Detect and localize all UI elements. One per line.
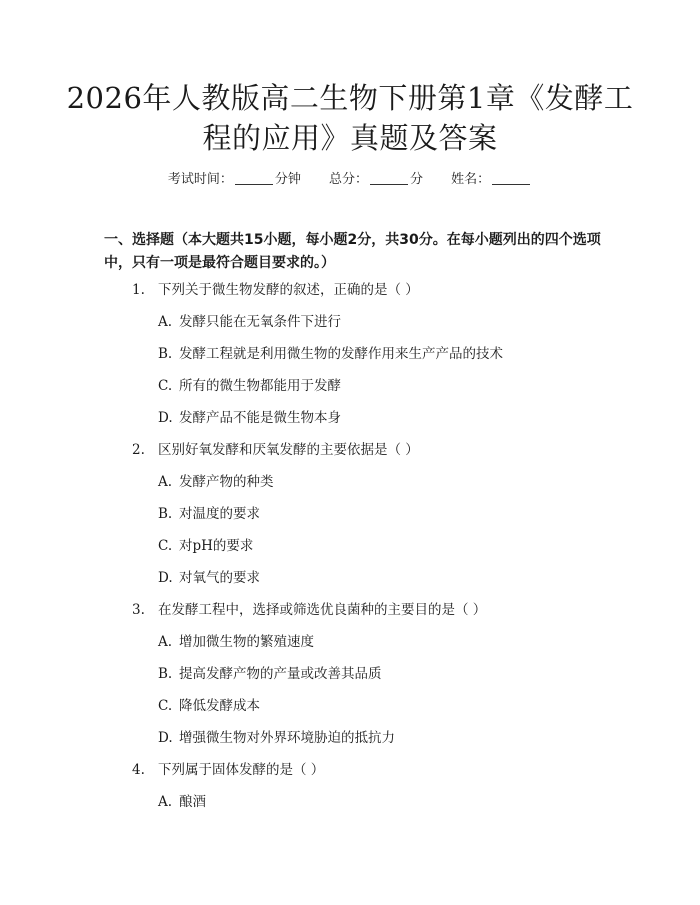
- option-text: 增强微生物对外界环境胁迫的抵抗力: [179, 730, 395, 746]
- option-text: 对pH的要求: [179, 538, 254, 554]
- question-3: [132, 601, 486, 619]
- option-1a: [158, 313, 341, 331]
- option-text: 对温度的要求: [179, 506, 260, 522]
- option-3a: [158, 633, 314, 651]
- option-1d: [158, 409, 341, 427]
- option-text: 增加微生物的繁殖速度: [179, 634, 314, 650]
- question-number: 1.: [132, 282, 145, 298]
- option-text: 提高发酵产物的产量或改善其品质: [179, 666, 382, 682]
- total-score-unit: 分: [410, 172, 424, 187]
- option-letter: C.: [158, 698, 173, 714]
- question-2: [132, 441, 419, 459]
- question-text: 下列关于微生物发酵的叙述，正确的是（ ）: [158, 282, 419, 298]
- option-3d: [158, 729, 395, 747]
- total-score-blank: [370, 170, 408, 185]
- option-letter: B.: [158, 506, 173, 522]
- document-title: 2026年人教版高二生物下册第1章《发酵工程的应用》真题及答案: [66, 81, 634, 155]
- exam-time-blank: [235, 170, 273, 185]
- question-1: [132, 281, 419, 299]
- question-text: 下列属于固体发酵的是（ ）: [158, 762, 325, 778]
- option-letter: D.: [158, 410, 173, 426]
- option-text: 发酵产品不能是微生物本身: [179, 410, 341, 426]
- option-letter: A.: [158, 794, 173, 810]
- option-3c: [158, 697, 260, 715]
- question-number: 2.: [132, 442, 145, 458]
- student-name-label: 姓名：: [451, 172, 491, 187]
- option-letter: A.: [158, 474, 173, 490]
- option-1b: [158, 345, 503, 363]
- student-name-blank: [492, 170, 530, 185]
- total-score-label: 总分：: [328, 172, 368, 187]
- option-letter: A.: [158, 634, 173, 650]
- question-text: 在发酵工程中，选择或筛选优良菌种的主要目的是（ ）: [158, 602, 487, 618]
- option-2a: [158, 473, 274, 491]
- question-number: 4.: [132, 762, 145, 778]
- exam-time-label: 考试时间：: [167, 172, 233, 187]
- student-name-field: [451, 170, 532, 189]
- question-4: [132, 761, 324, 779]
- option-text: 所有的微生物都能用于发酵: [179, 378, 341, 394]
- option-letter: B.: [158, 346, 173, 362]
- option-text: 酿酒: [179, 794, 206, 810]
- option-text: 发酵只能在无氧条件下进行: [179, 314, 341, 330]
- exam-time-unit: 分钟: [274, 172, 301, 187]
- exam-info-line: [0, 170, 700, 189]
- option-text: 发酵工程就是利用微生物的发酵作用来生产产品的技术: [179, 346, 503, 362]
- question-text: 区别好氧发酵和厌氧发酵的主要依据是（ ）: [158, 442, 419, 458]
- total-score-field: [329, 170, 423, 189]
- question-number: 3.: [132, 602, 145, 618]
- option-letter: D.: [158, 570, 173, 586]
- option-1c: [158, 377, 341, 395]
- option-2b: [158, 505, 260, 523]
- option-letter: B.: [158, 666, 173, 682]
- option-3b: [158, 665, 382, 683]
- option-text: 发酵产物的种类: [179, 474, 274, 490]
- option-4a: [158, 793, 206, 811]
- exam-time-field: [168, 170, 301, 189]
- option-letter: A.: [158, 314, 173, 330]
- option-2c: [158, 537, 253, 555]
- option-text: 降低发酵成本: [179, 698, 260, 714]
- option-letter: C.: [158, 538, 173, 554]
- option-letter: D.: [158, 730, 173, 746]
- option-2d: [158, 569, 260, 587]
- section-heading: 一、选择题（本大题共15小题，每小题2分，共30分。在每小题列出的四个选项中，只有一项是最符合题目要求的。）: [104, 232, 601, 271]
- option-text: 对氧气的要求: [179, 570, 260, 586]
- option-letter: C.: [158, 378, 173, 394]
